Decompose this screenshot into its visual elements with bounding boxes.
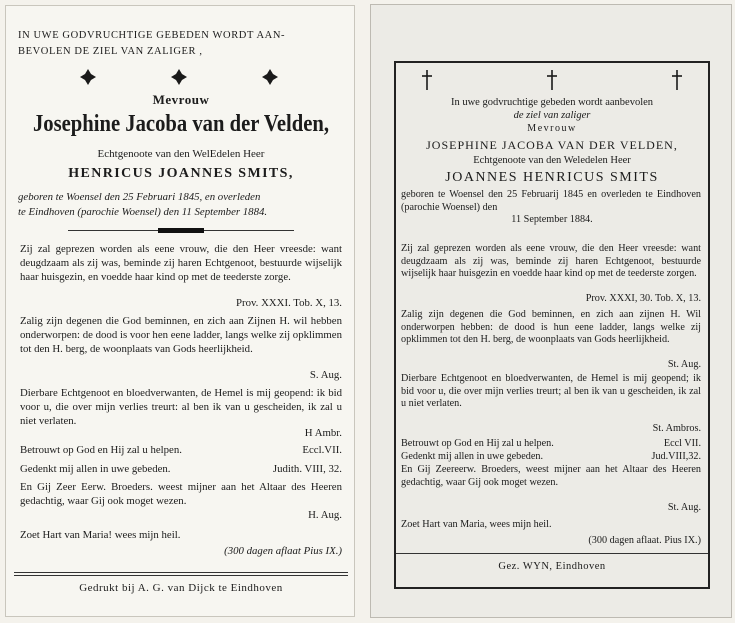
left-divider-center [158, 228, 204, 233]
right-quote-6: En Gij Zeereerw. Broeders, weest mijner aan het Altaar des Heeren gedachtig, waar Gij ook moget wezen. [401, 464, 701, 488]
right-quote-1-ref: Prov. XXXI, 30. Tob. X, 13. [585, 293, 701, 304]
left-divider-right [204, 230, 294, 231]
right-quote-4: Betrouwt op God en Hij zal u helpen. [401, 438, 554, 449]
right-quote-4-ref: Eccl VII. [663, 438, 701, 449]
left-quote-2-ref: S. Aug. [309, 369, 342, 381]
right-spouse-name: JOANNES HENRICUS SMITS [445, 170, 659, 185]
right-quote-6-ref: St. Aug. [667, 502, 701, 513]
left-printer: Gedrukt bij A. G. van Dijck te Eindhoven [79, 582, 283, 594]
right-intro: In uwe godvruchtige gebeden wordt aanbevolen [450, 97, 654, 108]
right-quote-3-ref: St. Ambros. [652, 423, 701, 434]
left-quote-5-ref: Judith. VIII, 32. [272, 463, 342, 475]
left-deceased-name: Josephine Jacoba van der Velden, [32, 111, 330, 137]
left-life-line1: geboren te Woensel den 25 Februari 1845, en overleden [18, 191, 261, 203]
left-divider-left [68, 230, 158, 231]
latin-cross-icon [547, 70, 557, 90]
left-quote-5: Gedenkt mij allen in uwe gebeden. [20, 463, 171, 475]
right-quote-5: Gedenkt mij allen in uwe gebeden. [401, 451, 544, 462]
cross-icon [80, 69, 96, 85]
left-quote-4: Betrouwt op God en Hij zal u helpen. [20, 444, 182, 456]
left-memorial-card [5, 5, 355, 617]
left-quote-3: Dierbare Echtgenoot en bloedverwanten, de Hemel is mij geopend: ik bid voor u, die over mijn verlies treurt: al ben ik van u gescheiden, ik zal u niet verlaten. [20, 387, 342, 427]
left-life-line2: te Eindhoven (parochie Woensel) den 11 September 1884. [18, 206, 268, 218]
right-printer: Gez. WYN, Eindhoven [498, 561, 606, 572]
right-deceased-name: JOSEPHINE JACOBA VAN DER VELDEN, [426, 138, 678, 152]
right-life-date: 11 September 1884. [511, 214, 593, 225]
left-quote-7: Zoet Hart van Maria! wees mijn heil. [20, 529, 181, 541]
left-indulgence: (300 dagen aflaat Pius IX.) [224, 545, 342, 557]
left-intro-line1: IN UWE GODVRUCHTIGE GEBEDEN WORDT AAN- [18, 30, 286, 41]
left-salutation: Mevrouw [152, 92, 210, 107]
left-spouse-intro: Echtgenoote van den WelEdelen Heer [97, 148, 265, 160]
right-quote-2: Zalig zijn degenen die God beminnen, en zich aan zijnen H. Wil onderworpen hebben: de dood is hun eene ladder, langs welke zij opklimmen tot den H. berg, de woonplaats van Gods heerlijkheid. [401, 309, 701, 346]
cross-icon [262, 69, 278, 85]
right-quote-1: Zij zal geprezen worden als eene vrouw, die den Heer vreesde: want deugdzaam als zij was, beminde zij haren Echtgenoot, bestuurde wijselijk haar huisgezin en voedde haar kind op met de teederste zorgen. [401, 243, 701, 280]
left-quote-1-ref: Prov. XXXI. Tob. X, 13. [235, 297, 342, 309]
left-spouse-name: HENRICUS JOANNES SMITS, [68, 166, 294, 181]
right-quote-5-ref: Jud.VIII,32. [651, 451, 701, 462]
right-indulgence: (300 dagen aflaat. Pius IX.) [588, 535, 701, 546]
left-footer-rule-2 [14, 575, 348, 576]
right-salutation: Mevrouw [527, 123, 577, 134]
left-quote-1: Zij zal geprezen worden als eene vrouw, die den Heer vreesde: want deugdzaam als zij was, beminde zij haren Echtgenoot, bestuurde wijselijk haar huisgezin, en voedde haar kind op met de teederste zorge. [20, 243, 342, 283]
left-quote-6-ref: H. Aug. [308, 509, 342, 521]
right-memorial-card [370, 4, 732, 618]
right-quote-7: Zoet Hart van Maria, wees mijn heil. [401, 519, 552, 530]
left-quote-6: En Gij Zeer Eerw. Broeders. weest mijner aan het Altaar des Heeren gedachtig, waar Gij ook moget wezen. [20, 481, 342, 507]
right-quote-3: Dierbare Echtgenoot en bloedverwanten, de Hemel is mij geopend; ik bid voor u, die over mijn verlies treurt; al ben ik van u gescheiden, ik zal u niet verlaten. [401, 373, 701, 410]
right-spouse-intro: Echtgenoote van den Weledelen Heer [473, 155, 631, 166]
right-life: geboren te Woensel den 25 Februarij 1845 en overleden te Eindhoven (parochie Woensel) den [401, 189, 701, 213]
left-cross-ornaments [79, 68, 279, 86]
left-quote-4-ref: Eccl.VII. [302, 444, 342, 456]
left-quote-2: Zalig zijn degenen die God beminnen, en zich aan Zijnen H. wil hebben onderworpen: de dood is voor hen eene ladder, langs welke zij opklimmen tot den H. berg, de woonplaats van Gods heerlijkheid. [20, 315, 342, 355]
cross-icon [171, 69, 187, 85]
right-footer-rule [396, 553, 708, 554]
left-footer-rule [14, 572, 348, 573]
latin-cross-icon [672, 70, 682, 90]
latin-cross-icon [422, 70, 432, 90]
left-quote-3-ref: H Ambr. [304, 427, 342, 439]
right-quote-2-ref: St. Aug. [667, 359, 701, 370]
right-intro-2: de ziel van zaliger [513, 110, 591, 121]
left-intro-line2: BEVOLEN DE ZIEL VAN ZALIGER , [18, 46, 203, 57]
right-cross-ornaments [421, 69, 683, 91]
